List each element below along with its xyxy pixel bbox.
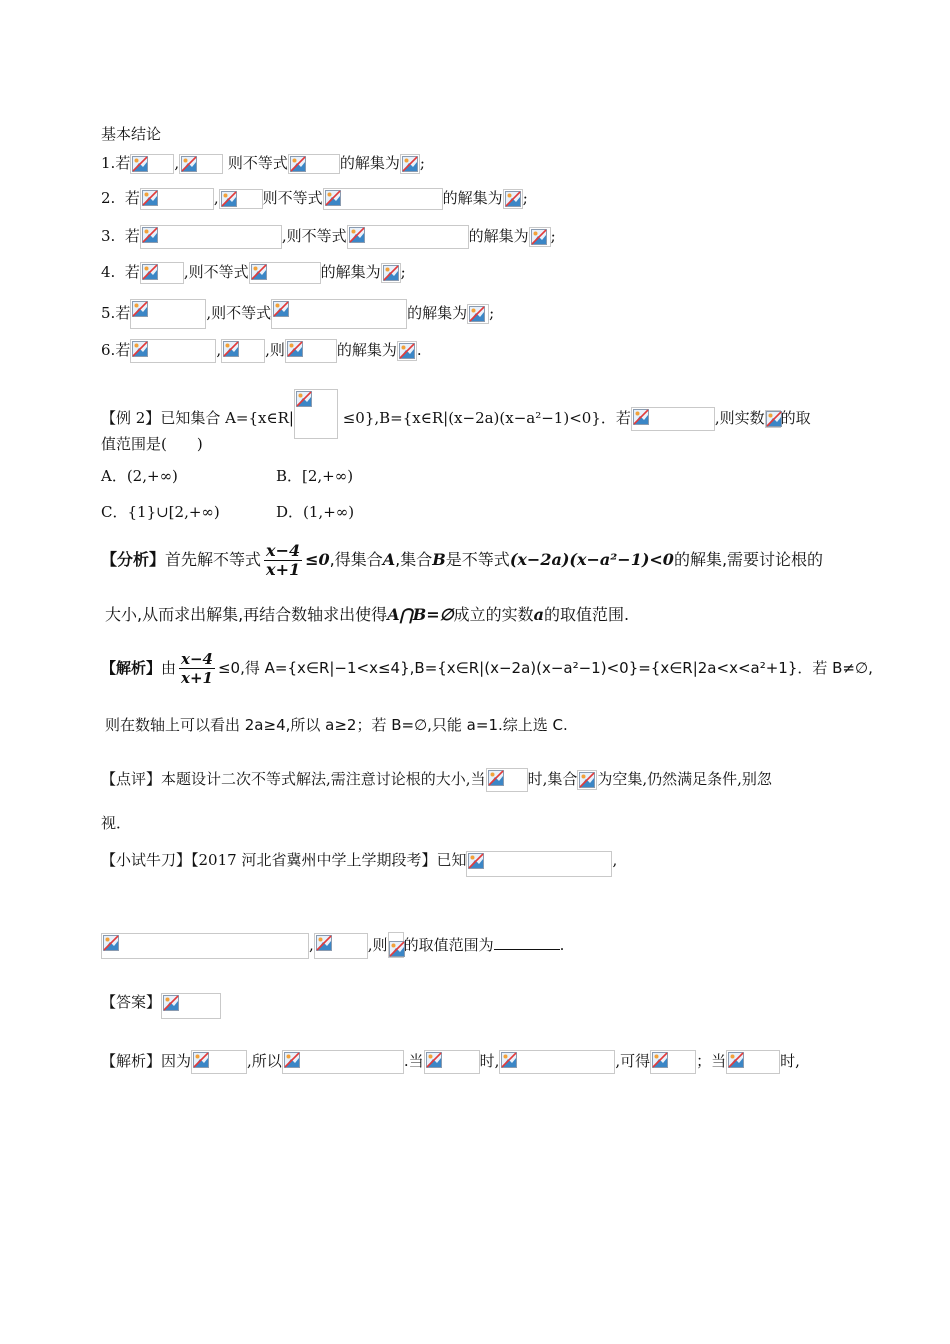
formula-image bbox=[397, 341, 417, 361]
broken-image-icon bbox=[402, 156, 418, 172]
broken-image-icon bbox=[488, 770, 504, 786]
broken-image-icon bbox=[251, 264, 267, 280]
broken-image-icon bbox=[193, 1052, 209, 1068]
broken-image-icon bbox=[132, 341, 148, 357]
rule-5: 5.若 ,则不等式 的解集为 ; bbox=[101, 299, 494, 329]
formula-image bbox=[765, 410, 781, 428]
formula-image bbox=[400, 154, 420, 174]
formula-image bbox=[294, 389, 338, 439]
answer-line: 【答案】 bbox=[101, 992, 221, 1019]
formula-image bbox=[221, 339, 265, 363]
comment-line-1: 【点评】本题设计二次不等式解法,需注意讨论根的大小,当 时,集合 为空集,仍然满足条件,别忽 bbox=[101, 768, 772, 792]
fraction: $\frac{x-4}{x+1}$ bbox=[266, 541, 301, 579]
formula-image bbox=[650, 1050, 696, 1074]
formula-image bbox=[726, 1050, 780, 1074]
broken-image-icon bbox=[633, 409, 649, 425]
broken-image-icon bbox=[142, 227, 158, 243]
solution-line-1: 【解析】由 $\frac{x-4}{x+1}$ ≤0,得 A={x∈R|−1<x≤4},B={x∈R|(x−2a)(x−a²−1)<0}={x∈R|2a<x<a²+1}．若 B≠∅, bbox=[101, 650, 873, 687]
broken-image-icon bbox=[287, 341, 303, 357]
formula-image bbox=[424, 1050, 480, 1074]
broken-image-icon bbox=[316, 935, 332, 951]
formula-image bbox=[631, 407, 715, 431]
formula-image bbox=[161, 993, 221, 1019]
formula-image bbox=[285, 339, 337, 363]
broken-image-icon bbox=[426, 1052, 442, 1068]
formula-image bbox=[288, 154, 340, 174]
trial-line-1: 【小试牛刀】【2017 河北省冀州中学上学期段考】已知 , bbox=[101, 850, 617, 877]
option-d: D．(1,+∞) bbox=[276, 503, 355, 521]
option-c: C．{1}∪[2,+∞) bbox=[101, 503, 220, 521]
analysis-line-2: 大小,从而求出解集,再结合数轴求出使得A⋂B=∅成立的实数a的取值范围. bbox=[105, 605, 630, 624]
broken-image-icon bbox=[531, 229, 547, 245]
broken-image-icon bbox=[766, 411, 782, 427]
option-b: B．[2,+∞) bbox=[276, 467, 354, 485]
rule-2: 2. 若 , 则不等式 的解集为 ; bbox=[101, 188, 528, 210]
comment-line-2: 视． bbox=[101, 814, 132, 832]
broken-image-icon bbox=[505, 191, 521, 207]
broken-image-icon bbox=[383, 265, 399, 281]
fraction: $\frac{x-4}{x+1}$ bbox=[181, 650, 213, 687]
broken-image-icon bbox=[223, 341, 239, 357]
example-2-line-2: 值范围是( ) bbox=[101, 435, 203, 453]
formula-image bbox=[140, 262, 184, 284]
formula-image bbox=[130, 299, 206, 329]
section-heading: 基本结论 bbox=[101, 125, 162, 143]
broken-image-icon bbox=[652, 1052, 668, 1068]
analysis-line-1: 【分析】首先解不等式 $\frac{x-4}{x+1}$ ≤0,得集合A,集合B是不等式(x−2a)(x−a²−1)<0的解集,需要讨论根的 bbox=[101, 541, 824, 579]
broken-image-icon bbox=[181, 156, 197, 172]
formula-image bbox=[466, 851, 612, 877]
example-2-line-1: 【例 2】已知集合 A={x∈R| ≤0},B={x∈R|(x−2a)(x−a²−1)<0}．若 ,则实数 的取 bbox=[101, 389, 811, 439]
formula-image bbox=[381, 263, 401, 283]
formula-image bbox=[140, 188, 214, 210]
broken-image-icon bbox=[290, 156, 306, 172]
formula-image bbox=[467, 304, 489, 324]
broken-image-icon bbox=[132, 301, 148, 317]
formula-image bbox=[503, 189, 523, 209]
formula-image bbox=[130, 339, 216, 363]
broken-image-icon bbox=[728, 1052, 744, 1068]
rule-4: 4. 若 ,则不等式 的解集为 ; bbox=[101, 262, 406, 284]
formula-image bbox=[140, 225, 282, 249]
formula-image bbox=[282, 1050, 404, 1074]
formula-image bbox=[499, 1050, 615, 1074]
rule-6: 6.若 , ,则 的解集为 . bbox=[101, 339, 422, 363]
formula-image bbox=[249, 262, 321, 284]
rule-3: 3. 若 ,则不等式 的解集为 ; bbox=[101, 225, 556, 249]
broken-image-icon bbox=[273, 301, 289, 317]
broken-image-icon bbox=[103, 935, 119, 951]
formula-image bbox=[486, 768, 528, 792]
rule-1: 1.若 , 则不等式 的解集为 ; bbox=[101, 154, 425, 172]
option-a: A．(2,+∞) bbox=[101, 467, 178, 485]
broken-image-icon bbox=[579, 772, 595, 788]
broken-image-icon bbox=[501, 1052, 517, 1068]
solution-line-2: 则在数轴上可以看出 2a≥4,所以 a≥2；若 B=∅,只能 a=1.综上选 C. bbox=[105, 716, 568, 734]
formula-image bbox=[179, 154, 223, 174]
broken-image-icon bbox=[132, 156, 148, 172]
broken-image-icon bbox=[142, 264, 158, 280]
broken-image-icon bbox=[468, 853, 484, 869]
trial-line-2: , ,则 的取值范围为 . bbox=[101, 932, 564, 959]
broken-image-icon bbox=[142, 190, 158, 206]
formula-image bbox=[130, 154, 174, 174]
formula-image bbox=[529, 227, 551, 247]
formula-image bbox=[347, 225, 469, 249]
formula-image bbox=[323, 188, 443, 210]
broken-image-icon bbox=[325, 190, 341, 206]
formula-image bbox=[577, 770, 597, 790]
solution2-line-1: 【解析】因为 ,所以 .当 时, ,可得 ；当 时, bbox=[101, 1050, 800, 1074]
broken-image-icon bbox=[399, 343, 415, 359]
formula-image bbox=[101, 933, 309, 959]
broken-image-icon bbox=[221, 191, 237, 207]
formula-image bbox=[388, 932, 404, 958]
broken-image-icon bbox=[469, 306, 485, 322]
broken-image-icon bbox=[163, 995, 179, 1011]
formula-image bbox=[191, 1050, 247, 1074]
broken-image-icon bbox=[284, 1052, 300, 1068]
answer-blank bbox=[494, 935, 560, 950]
formula-image bbox=[314, 933, 368, 959]
formula-image bbox=[219, 189, 263, 209]
broken-image-icon bbox=[389, 941, 405, 957]
broken-image-icon bbox=[296, 391, 312, 407]
broken-image-icon bbox=[349, 227, 365, 243]
formula-image bbox=[271, 299, 407, 329]
